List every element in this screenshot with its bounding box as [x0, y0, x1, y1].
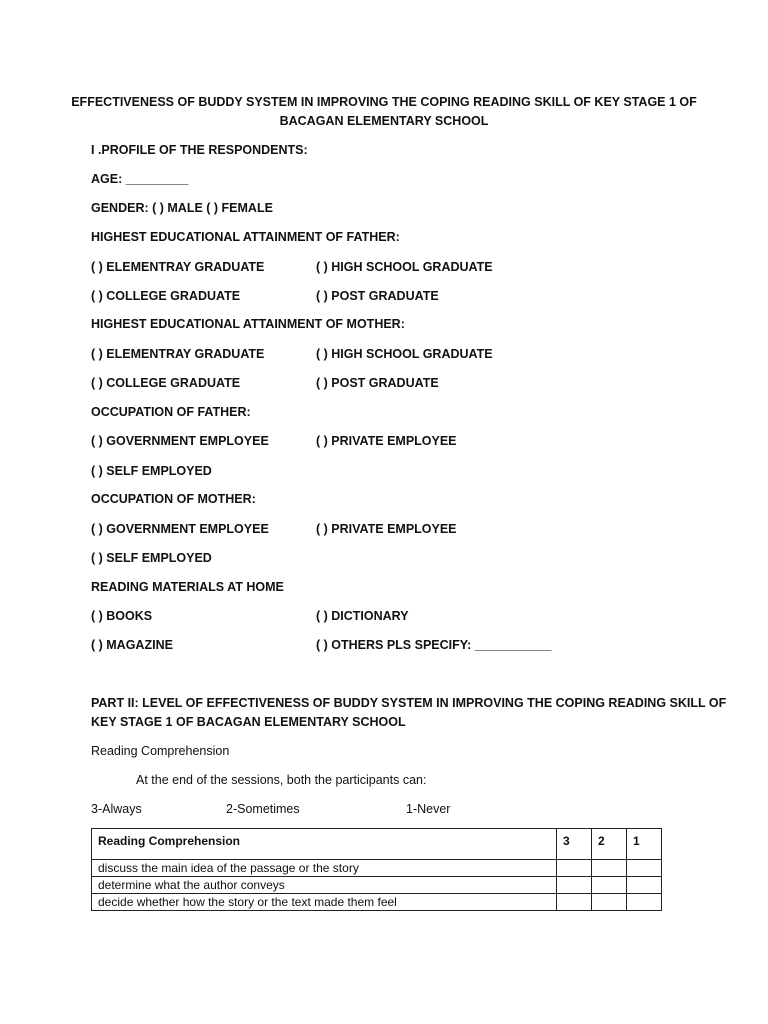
- rating-cell-1[interactable]: [627, 894, 662, 911]
- section-1-heading: I .PROFILE OF THE RESPONDENTS:: [91, 143, 308, 157]
- reading-materials-heading: READING MATERIALS AT HOME: [91, 580, 284, 594]
- father-edu-option: ( ) ELEMENTRAY GRADUATE: [91, 260, 265, 274]
- rating-cell-3[interactable]: [557, 877, 592, 894]
- scale-never: 1-Never: [406, 802, 451, 816]
- father-education-heading: HIGHEST EDUCATIONAL ATTAINMENT OF FATHER:: [91, 230, 400, 244]
- scale-always: 3-Always: [91, 802, 142, 816]
- father-occ-option: ( ) GOVERNMENT EMPLOYEE: [91, 434, 269, 448]
- rating-cell-3[interactable]: [557, 860, 592, 877]
- material-option: ( ) BOOKS: [91, 609, 153, 623]
- mother-edu-option: ( ) ELEMENTRAY GRADUATE: [91, 347, 265, 361]
- title-line-1: EFFECTIVENESS OF BUDDY SYSTEM IN IMPROVING THE COPING READING SKILL OF KEY STAGE 1 OF: [71, 95, 697, 109]
- table-header-3: 3: [557, 829, 592, 860]
- mother-education-heading: HIGHEST EDUCATIONAL ATTAINMENT OF MOTHER:: [91, 317, 405, 331]
- table-header-1: 1: [627, 829, 662, 860]
- rating-cell-2[interactable]: [592, 877, 627, 894]
- gender-field: GENDER: ( ) MALE ( ) FEMALE: [91, 201, 273, 215]
- table-row: [92, 860, 662, 877]
- table-row-criterion: discuss the main idea of the passage or the story: [92, 860, 557, 877]
- father-occ-option: ( ) PRIVATE EMPLOYEE: [316, 434, 457, 448]
- table-row: [92, 877, 662, 894]
- mother-occupation-heading: OCCUPATION OF MOTHER:: [91, 492, 256, 506]
- mother-edu-option: ( ) HIGH SCHOOL GRADUATE: [316, 347, 493, 361]
- material-option: ( ) DICTIONARY: [316, 609, 409, 623]
- father-edu-option: ( ) POST GRADUATE: [316, 289, 439, 303]
- scale-sometimes: 2-Sometimes: [226, 802, 300, 816]
- age-field: AGE: _________: [91, 172, 189, 186]
- material-option: ( ) MAGAZINE: [91, 638, 173, 652]
- mother-occ-option: ( ) PRIVATE EMPLOYEE: [316, 522, 457, 536]
- table-header-2: 2: [592, 829, 627, 860]
- mother-occ-option: ( ) SELF EMPLOYED: [91, 551, 212, 565]
- reading-comprehension-subheading: Reading Comprehension: [91, 744, 230, 758]
- father-occ-option: ( ) SELF EMPLOYED: [91, 464, 212, 478]
- table-row: [92, 894, 662, 911]
- rating-cell-2[interactable]: [592, 860, 627, 877]
- rating-cell-2[interactable]: [592, 894, 627, 911]
- rating-cell-1[interactable]: [627, 877, 662, 894]
- father-edu-option: ( ) HIGH SCHOOL GRADUATE: [316, 260, 493, 274]
- table-row-criterion: determine what the author conveys: [92, 877, 557, 894]
- table-header-row: [92, 829, 662, 860]
- mother-edu-option: ( ) POST GRADUATE: [316, 376, 439, 390]
- table-header-criteria: Reading Comprehension: [92, 829, 557, 860]
- rating-cell-1[interactable]: [627, 860, 662, 877]
- material-option: ( ) OTHERS PLS SPECIFY: ___________: [316, 638, 552, 652]
- rating-cell-3[interactable]: [557, 894, 592, 911]
- part-2-heading-line-2: KEY STAGE 1 OF BACAGAN ELEMENTARY SCHOOL: [91, 715, 406, 729]
- mother-occ-option: ( ) GOVERNMENT EMPLOYEE: [91, 522, 269, 536]
- father-occupation-heading: OCCUPATION OF FATHER:: [91, 405, 251, 419]
- instruction-text: At the end of the sessions, both the participants can:: [136, 773, 427, 787]
- title-line-2: BACAGAN ELEMENTARY SCHOOL: [279, 114, 489, 128]
- reading-comprehension-table: [91, 828, 662, 911]
- father-edu-option: ( ) COLLEGE GRADUATE: [91, 289, 241, 303]
- mother-edu-option: ( ) COLLEGE GRADUATE: [91, 376, 241, 390]
- part-2-heading-line-1: PART II: LEVEL OF EFFECTIVENESS OF BUDDY SYSTEM IN IMPROVING THE COPING READING SKILL OF: [91, 696, 727, 710]
- table-row-criterion: decide whether how the story or the text made them feel: [92, 894, 557, 911]
